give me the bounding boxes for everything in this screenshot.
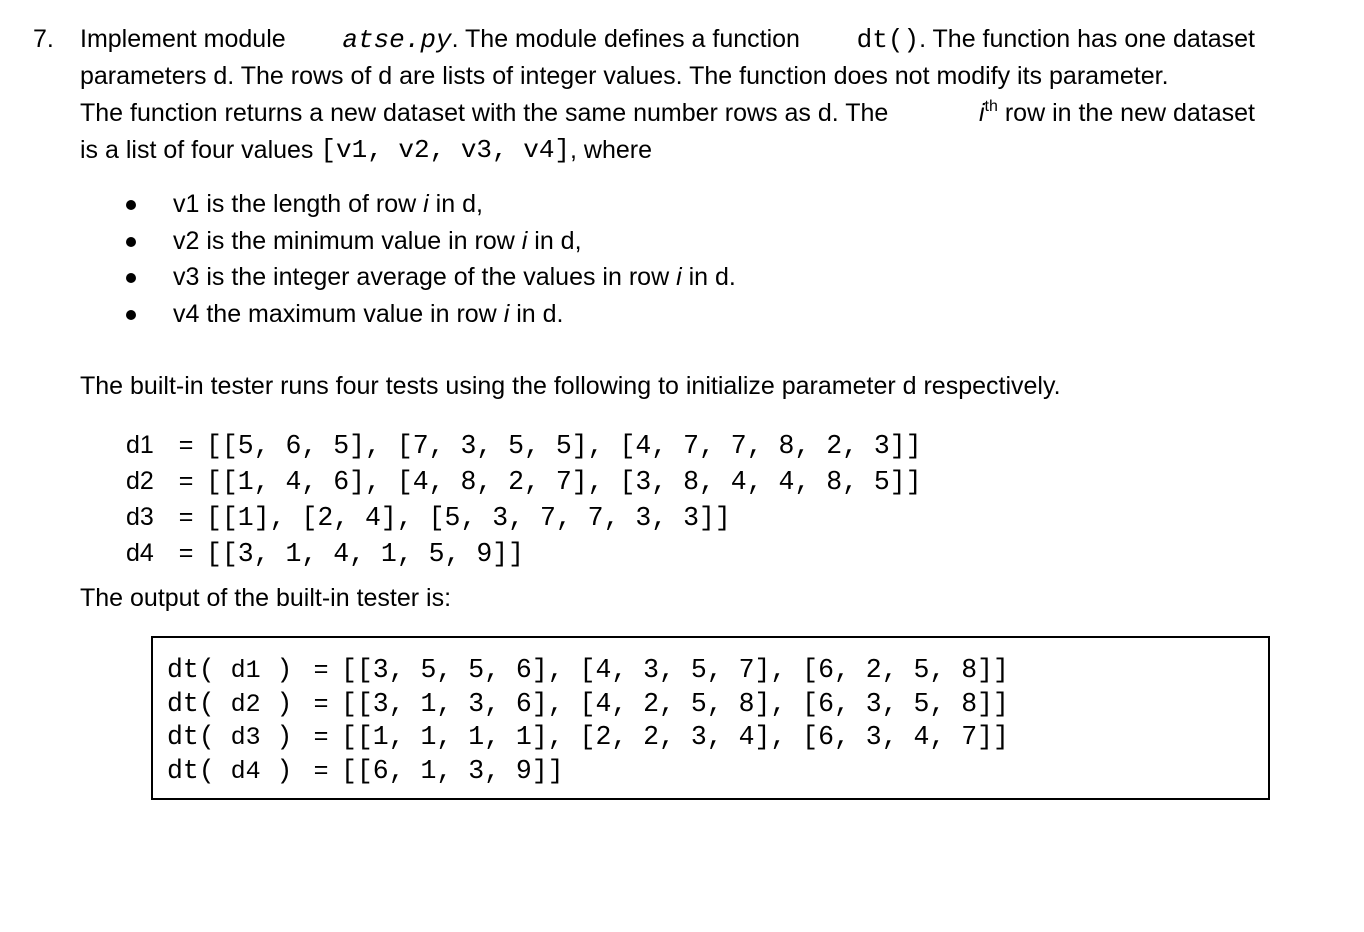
equals-sign: = [178,467,194,495]
tester-output-box [151,636,1270,800]
output-row [167,687,1009,721]
line1-pre: Implement module [80,25,286,53]
line3-pre: The function returns a new dataset with the same number rows as d. The [80,99,889,127]
list-item [120,186,736,223]
bullet-text: v3 is the integer average of the values in row [173,263,670,291]
tester-intro: The built-in tester runs four tests using the following to initialize parameter d respectively. [80,372,1061,400]
line1-module-group [342,21,800,58]
call-expression [167,755,301,789]
output-value: [[1, 1, 1, 1], [2, 2, 3, 4], [6, 3, 4, 7]] [341,722,1009,752]
call-expression [167,654,301,688]
bullet-tail: in d, [435,190,483,218]
equals-sign: = [178,503,194,531]
call-close: ) [276,722,293,752]
question-number: 7. [33,25,54,53]
dataset-value: [[5, 6, 5], [7, 3, 5, 5], [4, 7, 7, 8, 2, 3]] [206,431,922,461]
equals-sign: = [178,539,194,567]
output-intro: The output of the built-in tester is: [80,584,452,612]
line2-text: parameters d. The rows of d are lists of integer values. The function does not modify its parameter. [80,62,1169,90]
call-close: ) [276,688,293,719]
call-close: ) [276,655,293,685]
dataset-name: d2 [126,467,154,495]
output-value: [[3, 1, 3, 6], [4, 2, 5, 8], [6, 3, 5, 8]] [341,688,1009,719]
call-open: dt( [167,655,215,685]
dataset-value: [[1, 4, 6], [4, 8, 2, 7], [3, 8, 4, 4, 8, 5]] [206,467,922,497]
bullet-tail: in d, [534,226,582,255]
dataset-row [126,499,922,535]
dataset-value: [[1], [2, 4], [5, 3, 7, 7, 3, 3]] [206,503,731,533]
equals-sign: = [313,655,329,683]
values-list: [v1, v2, v3, v4] [320,135,571,165]
dataset-name: d1 [126,431,154,459]
ith-superscript: th [984,98,998,115]
dataset-row [126,535,922,571]
dataset-name: d4 [126,539,154,567]
bullet-index: i [503,299,510,328]
equals-sign: = [313,688,329,717]
bullet-icon [126,273,136,283]
output-row [167,754,1009,788]
list-item [120,259,736,296]
equals-sign: = [313,722,329,750]
bullet-text: v4 the maximum value in row [173,299,497,328]
line3-post: row in the new dataset [1004,99,1255,127]
bullet-text: v2 is the minimum value in row [173,226,515,255]
line3-ith-group [979,95,1255,132]
module-name: atse.py [342,25,452,55]
call-arg: d3 [230,723,261,752]
call-arg: d1 [230,656,261,685]
call-expression [167,721,301,755]
dataset-value: [[3, 1, 4, 1, 5, 9]] [206,539,525,569]
equals-sign: = [178,431,194,459]
line1-mid: . The module defines a function [451,25,800,53]
bullet-tail: in d. [688,263,736,291]
bullet-index: i [676,263,682,291]
ith-i: i [978,99,985,127]
output-value: [[3, 5, 5, 6], [4, 3, 5, 7], [6, 2, 5, 8]] [341,655,1009,685]
output-value: [[6, 1, 3, 9]] [341,755,564,786]
definition-list [120,186,736,332]
line1-func-group [857,21,1255,58]
line1-post: . The function has one dataset [919,25,1255,53]
call-arg: d2 [230,689,261,719]
line4-pre: is a list of four values [80,136,314,164]
bullet-icon [126,237,136,247]
paragraph-line-4 [80,132,1255,169]
list-item [120,223,736,260]
function-name: dt() [856,25,920,55]
call-close: ) [276,755,293,786]
call-open: dt( [167,755,215,786]
output-row [167,653,1009,687]
equals-sign: = [313,755,329,784]
bullet-icon [126,200,136,210]
bullet-index: i [521,226,528,255]
dataset-definitions [126,427,922,571]
list-item [120,296,736,333]
dataset-row [126,463,922,499]
call-open: dt( [167,722,215,752]
call-arg: d4 [230,756,261,786]
question-paragraph [80,21,1255,169]
call-expression [167,688,301,722]
call-open: dt( [167,688,215,719]
paragraph-line-2 [80,58,1255,95]
bullet-icon [126,310,136,320]
paragraph-line-1 [80,21,1255,58]
output-row [167,720,1009,754]
bullet-text: v1 is the length of row [173,190,417,218]
dataset-name: d3 [126,503,154,531]
paragraph-line-3 [80,95,1255,132]
bullet-tail: in d. [516,299,564,328]
line4-post: , where [570,136,653,164]
output-rows [167,653,1009,787]
bullet-index: i [423,190,429,218]
dataset-row [126,427,922,463]
